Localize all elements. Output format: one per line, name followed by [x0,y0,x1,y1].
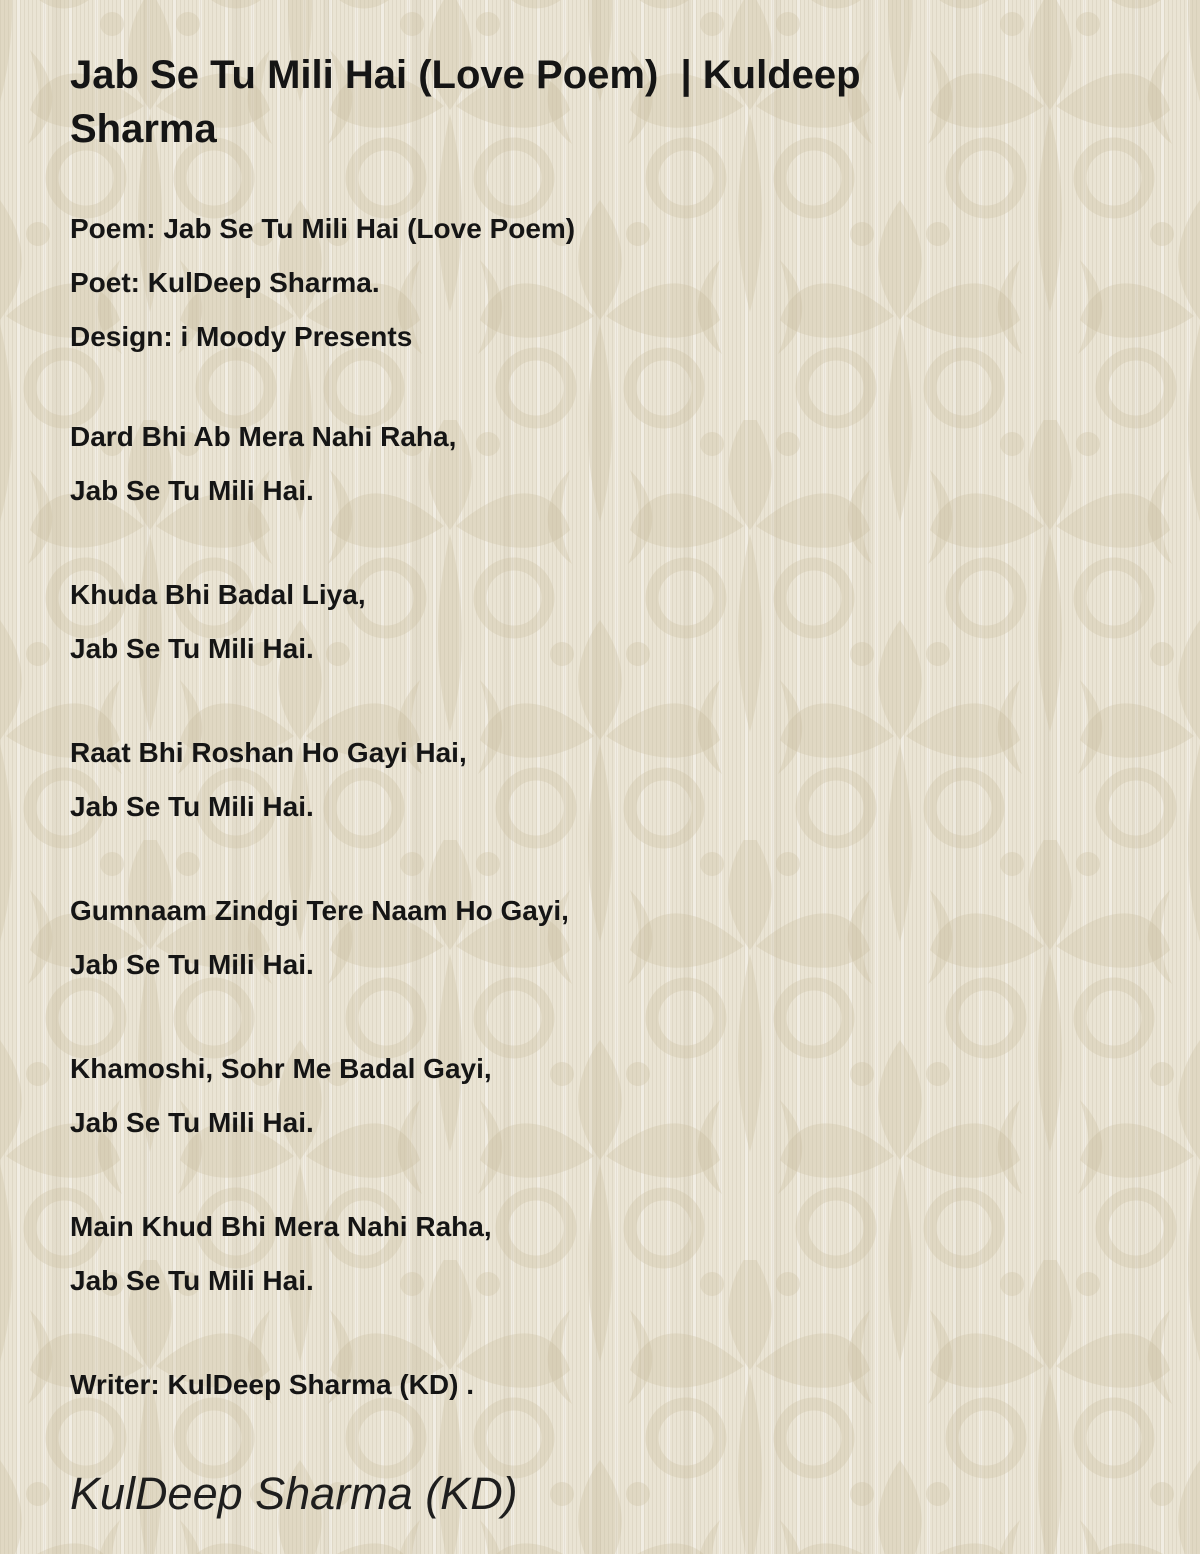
stanza-1 [70,410,1130,518]
poem-line: Khamoshi, Sohr Me Badal Gayi, [70,1053,492,1084]
stanza-5 [70,1042,1130,1150]
poem-line: Jab Se Tu Mili Hai. [70,475,314,506]
poem-line: Jab Se Tu Mili Hai. [70,949,314,980]
poem-line: Jab Se Tu Mili Hai. [70,1107,314,1138]
page-title: Jab Se Tu Mili Hai (Love Poem) | Kuldeep Sharma [70,53,872,151]
poem-line: Jab Se Tu Mili Hai. [70,1265,314,1296]
poem-line: Raat Bhi Roshan Ho Gayi Hai, [70,737,467,768]
poem-line: Khuda Bhi Badal Liya, [70,579,366,610]
poem-line: Gumnaam Zindgi Tere Naam Ho Gayi, [70,895,569,926]
stanza-2 [70,568,1130,676]
poem-line: Main Khud Bhi Mera Nahi Raha, [70,1211,492,1242]
poem-name-line: Poem: Jab Se Tu Mili Hai (Love Poem) [70,213,576,244]
poem-line: Jab Se Tu Mili Hai. [70,633,314,664]
poem-meta-block [70,202,1130,364]
stanza-6 [70,1200,1130,1308]
poem-line: Dard Bhi Ab Mera Nahi Raha, [70,421,457,452]
stanza-3 [70,726,1130,834]
writer-credit-line: Writer: KulDeep Sharma (KD) . [70,1369,474,1400]
poet-name-line: Poet: KulDeep Sharma. [70,267,380,298]
poet-signature: KulDeep Sharma (KD) [70,1468,518,1519]
design-credit-line: Design: i Moody Presents [70,321,413,352]
stanza-4 [70,884,1130,992]
poem-line: Jab Se Tu Mili Hai. [70,791,314,822]
